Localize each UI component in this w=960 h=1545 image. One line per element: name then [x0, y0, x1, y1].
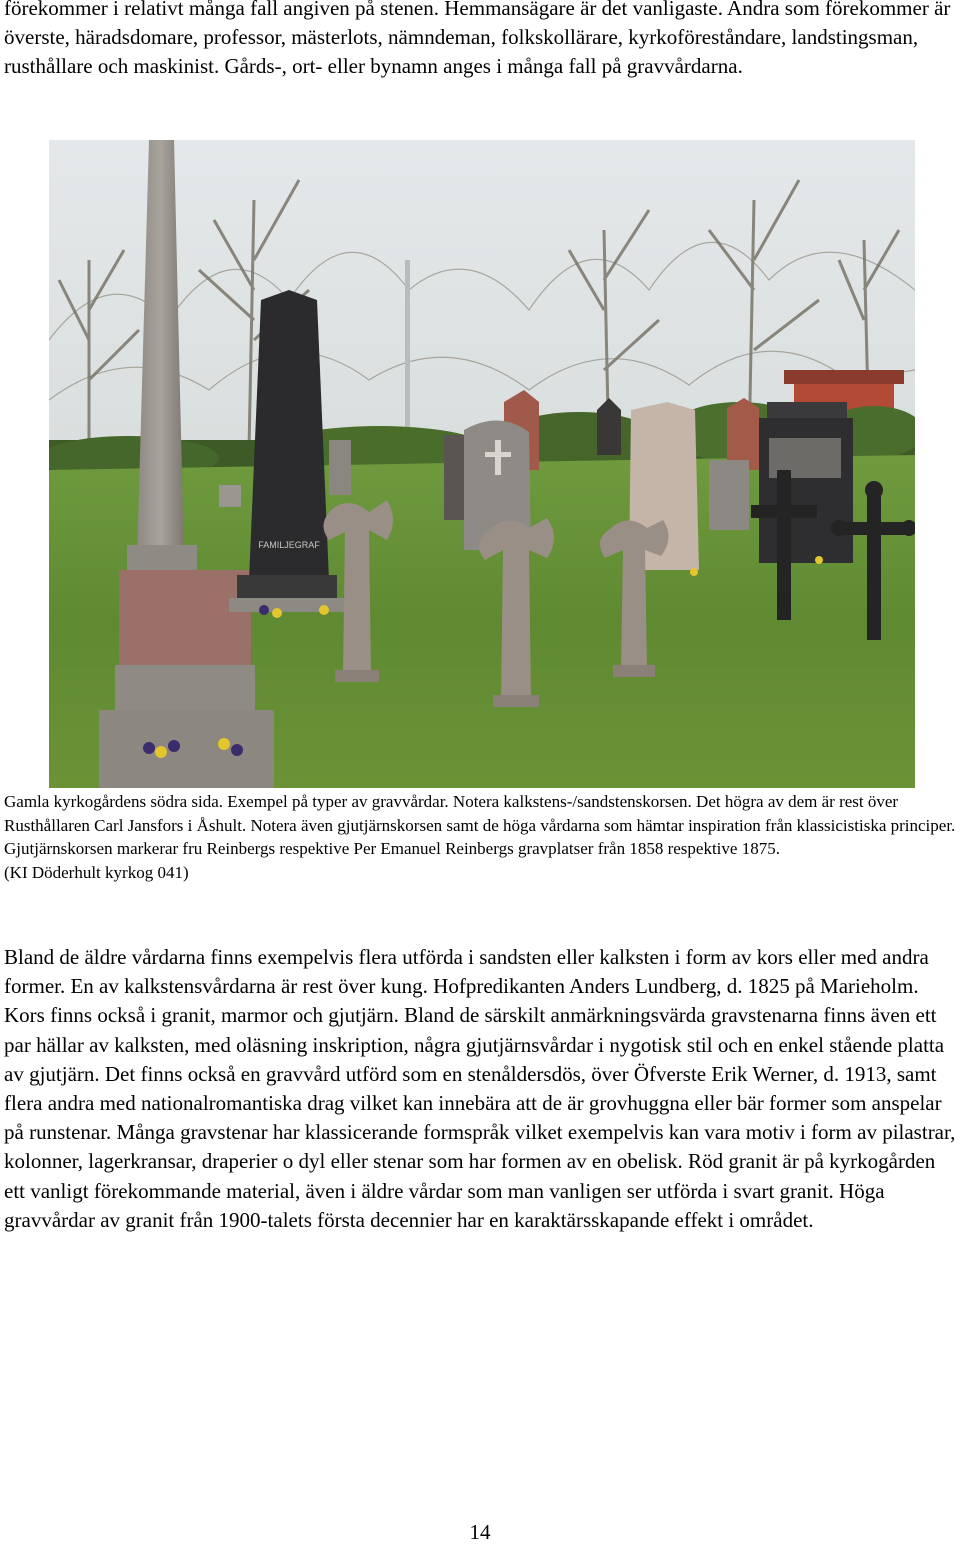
page-number: 14 [469, 1520, 491, 1544]
svg-text:FAMILJEGRAF: FAMILJEGRAF [258, 540, 320, 550]
cemetery-photo [49, 140, 915, 788]
body-paragraph: Bland de äldre vårdarna finns exempelvis flera utförda i sandsten eller kalksten i form av kors eller med andra former. En av kalkstensvårdarna är rest över kung. Hofpredikanten Anders Lundberg, d. 1825 på Marieholm. Kors finns också i granit, marmor och gjutjärn. Bland de särskilt anmärkningsvärda gravstenarna finns även ett par hällar av kalksten, med oläsning inskription, några gjutjärnsvårdar i nygotisk stil och en enkel stående platta av gjutjärn. Det finns också en gravvård utförd som en stenåldersdös, över Öfverste Erik Werner, d. 1913, samt flera andra med nationalromantiska drag vilket kan innebära att de är grovhuggna eller bär former som anspelar på runstenar. Många gravstenar har klassicerande formspråk vilket exempelvis kan vara motiv i form av pilastrar, kolonner, lagerkransar, draperier o dyl eller stenar som har formen av en obelisk. Röd granit är på kyrkogården ett vanligt förekommande material, även i äldre vårdar som man vanligen ser utförda i svart granit. Höga gravvårdar av granit från 1900-talets första decennier har en karaktärsskapande effekt i området. [4, 945, 956, 1232]
photo-caption [4, 790, 956, 884]
intro-paragraph: förekommer i relativt många fall angiven på stenen. Hemmansägare är det vanligaste. Andra som förekommer är överste, häradsdomare, professor, mästerlots, nämndeman, folkskollärare, kyrkoföreståndare, landstingsman, rusthållare och maskinist. Gårds-, ort- eller bynamn anges i många fall på gravvårdarna. [4, 0, 951, 78]
caption-reference: (KI Döderhult kyrkog 041) [4, 862, 189, 882]
stone-black-inscription [258, 540, 320, 550]
caption-text: Gamla kyrkogårdens södra sida. Exempel på typer av gravvårdar. Notera kalkstens-/sandstenskorsen. Det högra av dem är rest över Rusthållaren Carl Jansfors i Åshult. Notera även gjutjärnskorsen samt de höga vårdarna som hämtar inspiration från klassicistiska principer. Gjutjärnskorsen markerar fru Reinbergs respektive Per Emanuel Reinbergs gravplatser från 1858 respektive 1875. [4, 792, 956, 858]
